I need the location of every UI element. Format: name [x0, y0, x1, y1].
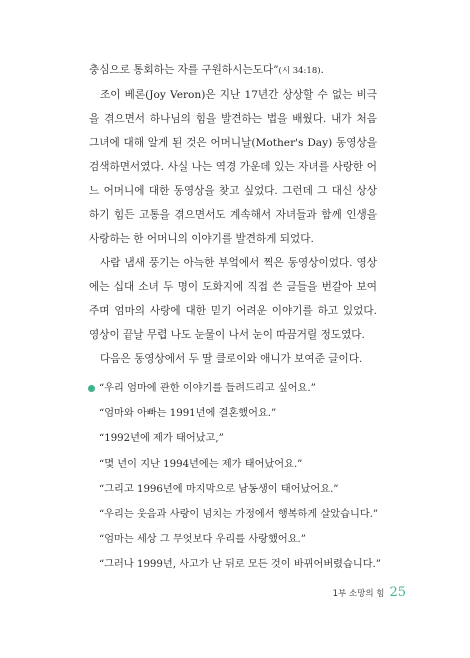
quote-list [99, 376, 389, 578]
paragraph-tail: . [320, 64, 324, 76]
body-text [89, 58, 377, 371]
section-title: 1부 소망의 힘 [332, 589, 385, 599]
paragraph-video: 사람 냄새 풍기는 아늑한 부엌에서 찍은 동영상이었다. 영상에는 십대 소녀 두 명이 도화지에 직접 쓴 글들을 번갈아 보여주며 엄마의 사랑에 대한 믿기 어려운 이야기를 하고 있었다. 영상이 끝날 무렵 나도 눈물이 나서 눈이 따끔거릴 정도였다. [89, 257, 377, 341]
paragraph-intro-quotes: 다음은 동영상에서 두 딸 클로이와 애니가 보여준 글이다. [100, 353, 363, 365]
quote-item: “엄마는 세상 그 무엇보다 우리를 사랑했어요.” [99, 534, 306, 546]
paragraph-joy-veron: 조이 베론(Joy Veron)은 지난 17년간 상상할 수 없는 비극을 겪으면서 하나님의 힘을 발견하는 법을 배웠다. 내가 처음 그녀에 대해 알게 된 것은 어머니날(Mother's Day) 동영상을 검색하면서였다. 사실 나는 역경 가운데 있는 자녀를 사랑한 어느 어머니에 대한 동영상을 찾고 싶었다. 그런데 그 대신 상상하기 힘든 고통을 겪으면서도 계속해서 자녀들과 함께 인생을 사랑하는 한 어머니의 이야기를 발견하게 되었다. [89, 89, 377, 245]
quote-item: “그리고 1996년에 마지막으로 남동생이 태어났어요.” [99, 483, 339, 495]
quote-item: “우리는 웃음과 사랑이 넘치는 가정에서 행복하게 살았습니다.” [99, 509, 379, 521]
quote-item: “우리 엄마에 관한 이야기를 들려드리고 싶어요.” [99, 383, 316, 394]
quote-item: “그러나 1999년, 사고가 난 뒤로 모든 것이 바뀌어버렸습니다.” [99, 559, 381, 571]
scripture-citation: (시 34:18) [278, 66, 321, 76]
page-footer [333, 585, 406, 600]
quote-item: “1992년에 제가 태어났고,” [99, 433, 224, 445]
paragraph-continuation [89, 58, 377, 83]
quote-item: “엄마와 아빠는 1991년에 결혼했어요.” [99, 408, 277, 420]
quote-item: “몇 년이 지난 1994년에는 제가 태어났어요.” [99, 458, 303, 470]
bullet-dot-icon [88, 385, 95, 392]
page-number: 25 [389, 585, 406, 600]
paragraph-text: 충심으로 통회하는 자를 구원하시는도다” [89, 64, 279, 76]
